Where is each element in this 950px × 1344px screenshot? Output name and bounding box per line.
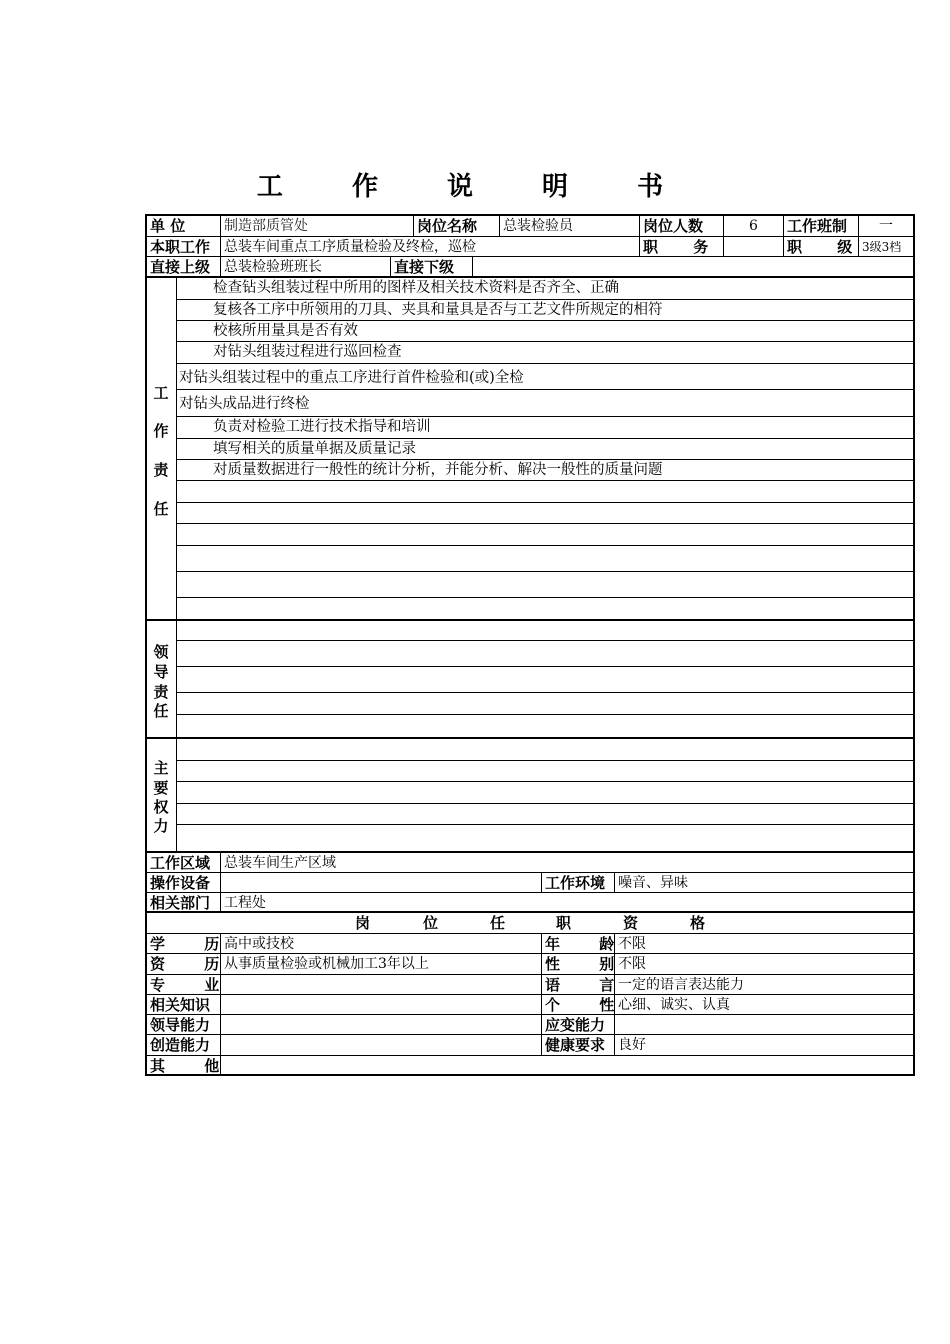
resp-label-char-3: 责: [153, 461, 169, 479]
duty-label: 职 务: [640, 237, 724, 256]
experience-row: [147, 954, 913, 975]
superior-value: 总装检验班班长: [221, 257, 391, 276]
leadership-lines: [177, 621, 913, 737]
equipment-value: [221, 873, 542, 892]
auth-label-char-4: 力: [153, 817, 169, 835]
responsibility-item: 填写相关的质量单据及质量记录: [177, 438, 913, 459]
dept-value: 工程处: [224, 895, 266, 911]
responsibility-item: 复核各工序中所领用的刀具、夹具和量具是否与工艺文件所规定的相符: [177, 299, 913, 320]
education-value: 高中或技校: [221, 934, 542, 953]
headcount-label: 岗位人数: [640, 216, 724, 236]
resp-label-char-4: 任: [153, 500, 169, 518]
other-value: [221, 1056, 913, 1074]
leadership-ability-row: [147, 1015, 913, 1035]
major-value: [221, 975, 542, 994]
responsibility-item: 对钻头成品进行终检: [177, 389, 913, 418]
job-label: 本职工作: [147, 237, 221, 256]
responsibility-blank: [177, 502, 913, 503]
knowledge-row: [147, 995, 913, 1015]
grade-value: 3级3档: [862, 240, 902, 254]
leadership-section: [147, 621, 913, 739]
job-value: 总装车间重点工序质量检验及终检，巡检: [221, 237, 640, 256]
qual-heading-char: 职: [556, 914, 572, 932]
qual-heading-char: 资: [623, 914, 639, 932]
area-label: 工作区域: [147, 853, 221, 872]
responsibility-blank: [177, 571, 913, 572]
knowledge-value: [221, 995, 542, 1014]
env-label: 工作环境: [542, 873, 615, 892]
authority-section: [147, 739, 913, 853]
qual-heading-char: 位: [423, 914, 439, 932]
qual-heading-char: 格: [690, 914, 706, 932]
responsibilities-section: [147, 278, 913, 621]
lead-label-char-1: 领: [153, 643, 169, 661]
major-row: [147, 975, 913, 995]
leadership-blank: [177, 666, 913, 667]
responsibility-blank: [177, 545, 913, 546]
auth-label-char-3: 权: [153, 798, 169, 816]
qualifications-heading-row: [147, 913, 913, 934]
post-name-label: 岗位名称: [414, 216, 500, 236]
authority-label: [147, 739, 177, 851]
leadership-blank: [177, 714, 913, 715]
responsibility-item: 对质量数据进行一般性的统计分析，并能分析、解决一般性的质量问题: [177, 459, 913, 480]
responsibility-blank: [177, 597, 913, 598]
other-row: [147, 1056, 913, 1074]
headcount-value: 6: [724, 216, 784, 236]
creativity-value: [221, 1035, 542, 1055]
experience-value: 从事质量检验或机械加工3年以上: [221, 954, 542, 974]
unit-label: [147, 216, 221, 236]
lead-label-char-4: 任: [153, 702, 169, 720]
grade-label: 职 级: [784, 237, 859, 256]
header-row-2: [147, 237, 913, 257]
major-label: 专 业: [147, 975, 221, 994]
auth-label-char-2: 要: [153, 779, 169, 797]
qualifications-heading: [147, 913, 913, 933]
qual-heading-char: 任: [490, 914, 506, 932]
other-label: 其 他: [147, 1056, 221, 1074]
page-title: 工 作 说 明 书: [256, 172, 694, 202]
shift-value: 一: [879, 218, 893, 234]
equipment-label: 操作设备: [147, 873, 221, 892]
subordinate-label: 直接下级: [391, 257, 473, 276]
authority-blank: [177, 803, 913, 804]
qual-heading-char: 岗: [355, 914, 371, 932]
equipment-row: [147, 873, 913, 893]
responsibility-item: 对钻头组装过程进行巡回检查: [177, 341, 913, 362]
responsibilities-label: [147, 278, 177, 619]
knowledge-label: 相关知识: [147, 995, 221, 1014]
creativity-label: 创造能力: [147, 1035, 221, 1055]
resp-label-char-2: 作: [153, 422, 169, 440]
duty-value: [724, 237, 784, 256]
authority-lines: [177, 739, 913, 851]
resp-label-char-1: 工: [153, 384, 169, 402]
gender-label: 性 别: [542, 954, 615, 974]
language-label: 语 言: [542, 975, 615, 994]
language-value: 一定的语言表达能力: [618, 977, 744, 993]
shift-label: 工作班制: [784, 216, 859, 236]
auth-label-char-1: 主: [153, 759, 169, 777]
responsibilities-lines: [177, 278, 913, 619]
subordinate-value: [473, 257, 913, 276]
health-label: 健康要求: [542, 1035, 615, 1055]
env-value: 噪音、异味: [618, 875, 688, 891]
health-value: 良好: [618, 1037, 646, 1053]
leadership-ability-value: [221, 1015, 542, 1034]
post-name-value: 总装检验员: [500, 216, 640, 236]
age-value: 不限: [618, 936, 646, 952]
responsibility-item: 负责对检验工进行技术指导和培训: [177, 416, 913, 437]
unit-label-text: 单 位: [150, 217, 186, 235]
education-row: [147, 934, 913, 954]
creativity-row: [147, 1035, 913, 1056]
header-row-3: [147, 257, 913, 278]
authority-blank: [177, 760, 913, 761]
responsibility-item: 对钻头组装过程中的重点工序进行首件检验和(或)全检: [177, 363, 913, 392]
gender-value: 不限: [618, 956, 646, 972]
responsibility-item: 校核所用量具是否有效: [177, 320, 913, 341]
leadership-label: [147, 621, 177, 737]
personality-label: 个 性: [542, 995, 615, 1014]
authority-blank: [177, 824, 913, 825]
superior-label: 直接上级: [147, 257, 221, 276]
lead-label-char-3: 责: [153, 683, 169, 701]
education-label: 学 历: [147, 934, 221, 953]
dept-label: 相关部门: [147, 893, 221, 911]
experience-label: 资 历: [147, 954, 221, 974]
job-description-form: [145, 214, 915, 1076]
age-label: 年 龄: [542, 934, 615, 953]
leadership-blank: [177, 692, 913, 693]
responsibility-blank: [177, 480, 913, 481]
header-row-1: [147, 216, 913, 237]
responsibility-item: 检查钻头组装过程中所用的图样及相关技术资料是否齐全、正确: [213, 280, 619, 296]
adapt-value: [615, 1015, 913, 1034]
lead-label-char-2: 导: [153, 663, 169, 681]
leadership-ability-label: 领导能力: [147, 1015, 221, 1034]
leadership-blank: [177, 640, 913, 641]
authority-blank: [177, 781, 913, 782]
personality-value: 心细、诚实、认真: [618, 997, 730, 1013]
area-value: 总装车间生产区域: [224, 855, 336, 871]
unit-value: 制造部质管处: [221, 216, 414, 236]
work-area-row: [147, 853, 913, 873]
responsibility-blank: [177, 523, 913, 524]
adapt-label: 应变能力: [542, 1015, 615, 1034]
dept-row: [147, 893, 913, 913]
